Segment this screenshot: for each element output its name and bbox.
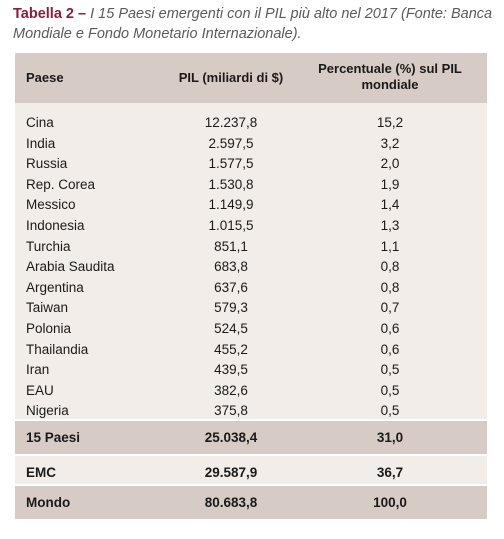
country-cell: Iran	[26, 362, 50, 378]
header-percentage: Percentuale (%) sul PIL mondiale	[318, 61, 462, 92]
percentage-cell: 2,0	[380, 156, 400, 172]
gdp-table	[15, 53, 487, 519]
country-cell: India	[26, 135, 56, 151]
country-cell: Taiwan	[26, 300, 69, 316]
table-caption	[13, 4, 493, 44]
percentage-cell: 1,3	[380, 217, 400, 233]
gdp-cell: 25.038,4	[204, 430, 258, 445]
gdp-cell: 524,5	[214, 320, 248, 336]
gdp-cell: 1.577,5	[208, 156, 254, 172]
country-cell: Thailandia	[26, 341, 89, 357]
country-cell: Mondo	[26, 495, 71, 510]
header-gdp: PIL (miliardi di $)	[178, 70, 284, 85]
table-row	[15, 134, 487, 155]
country-cell: Argentina	[26, 279, 84, 295]
percentage-cell: 0,5	[380, 382, 400, 398]
gdp-cell: 12.237,8	[204, 115, 258, 130]
total-row-15-paesi	[15, 421, 487, 454]
table-row	[15, 381, 487, 402]
gdp-cell: 382,6	[214, 382, 248, 398]
gdp-cell: 29.587,9	[204, 465, 258, 480]
percentage-cell: 31,0	[376, 430, 404, 445]
table-row	[15, 113, 487, 134]
gdp-cell: 2.597,5	[208, 135, 254, 151]
gdp-cell: 637,6	[214, 279, 248, 295]
country-cell: Turchia	[26, 238, 71, 254]
country-cell: Cina	[26, 115, 54, 130]
table-row	[15, 298, 487, 319]
percentage-cell: 36,7	[376, 465, 404, 480]
table-row	[15, 237, 487, 258]
table-row	[15, 175, 487, 196]
percentage-cell: 1,4	[380, 197, 400, 213]
gdp-cell: 1.015,5	[208, 217, 254, 233]
table-row	[15, 360, 487, 381]
country-cell: Rep. Corea	[26, 176, 96, 192]
gdp-cell: 851,1	[214, 238, 248, 254]
country-cell: Arabia Saudita	[26, 259, 115, 275]
percentage-cell: 0,7	[380, 300, 400, 316]
percentage-cell: 0,8	[380, 259, 400, 275]
country-cell: Polonia	[26, 320, 72, 336]
country-cell: EAU	[26, 382, 54, 398]
caption-label: Tabella 2 –	[13, 6, 87, 22]
header-country: Paese	[26, 70, 64, 85]
table-row	[15, 340, 487, 361]
country-cell: Nigeria	[26, 403, 69, 419]
table-row	[15, 216, 487, 237]
country-cell: Russia	[26, 156, 68, 172]
gdp-cell: 579,3	[214, 300, 248, 316]
gdp-cell: 455,2	[214, 341, 248, 357]
table-row	[15, 257, 487, 278]
table-row	[15, 319, 487, 340]
percentage-cell: 15,2	[376, 115, 404, 130]
table-row	[15, 278, 487, 299]
country-cell: Indonesia	[26, 217, 85, 233]
gdp-cell: 1.149,9	[208, 197, 254, 213]
total-row-mondo	[15, 486, 487, 519]
gdp-cell: 80.683,8	[204, 495, 258, 510]
percentage-cell: 0,6	[380, 341, 400, 357]
percentage-cell: 1,1	[380, 238, 400, 254]
percentage-cell: 3,2	[380, 135, 400, 151]
percentage-cell: 0,8	[380, 279, 400, 295]
percentage-cell: 0,6	[380, 320, 400, 336]
country-cell: 15 Paesi	[26, 430, 81, 445]
table-body	[15, 113, 487, 422]
table-header	[15, 53, 487, 103]
gdp-cell: 439,5	[214, 362, 248, 378]
gdp-cell: 1.530,8	[208, 176, 254, 192]
percentage-cell: 0,5	[380, 403, 400, 419]
percentage-cell: 1,9	[380, 176, 400, 192]
percentage-cell: 100,0	[373, 495, 407, 510]
table-row	[15, 154, 487, 175]
gdp-cell: 683,8	[214, 259, 248, 275]
gdp-cell: 375,8	[214, 403, 248, 419]
table-row	[15, 195, 487, 216]
country-cell: Messico	[26, 197, 76, 213]
country-cell: EMC	[26, 465, 56, 480]
percentage-cell: 0,5	[380, 362, 400, 378]
caption-text: I 15 Paesi emergenti con il PIL più alto nel 2017 (Fonte: Banca Mondiale e Fondo Monetario Internazionale).	[13, 6, 493, 42]
